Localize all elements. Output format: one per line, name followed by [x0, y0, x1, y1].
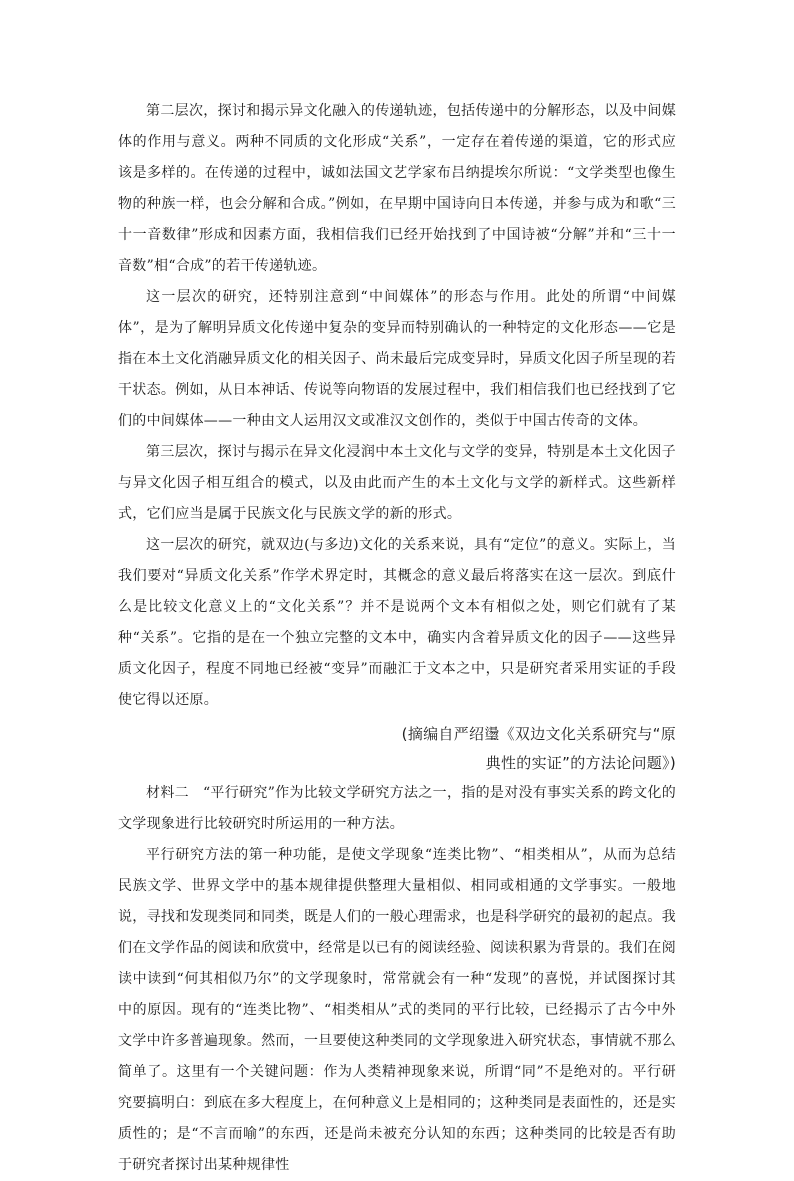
paragraph-layer-three: 第三层次，探讨与揭示在异文化浸润中本土文化与文学的变异，特别是本土文化因子与异文化因子相互组合的模式，以及由此而产生的本土文化与文学的新样式。这些新样式，它们应当是属于民族文化与民族文学的新的形式。: [118, 444, 676, 522]
document-body: [118, 96, 676, 1181]
material-two-first-text: “平行研究”作为比较文学研究方法之一，指的是对没有事实关系的跨文化的文学现象进行比较研究时所运用的一种方法。: [118, 785, 676, 832]
paragraph-layer-two: 第二层次，探讨和揭示异文化融入的传递轨迹，包括传递中的分解形态，以及中间媒体的作用与意义。两种不同质的文化形成“关系”，一定存在着传递的渠道，它的形式应该是多样的。在传递的过程中，诚如法国文艺学家布吕纳提埃尔所说：“文学类型也像生物的种族一样，也会分解和合成。”例如，在早期中国诗向日本传递，并参与成为和歌“三十一音数律”形成和因素方面，我相信我们已经开始找到了中国诗被“分解”并和“三十一音数”相“合成”的若干传递轨迹。: [118, 103, 676, 274]
material-two-label: 材料二: [146, 785, 189, 801]
source-line-2: 典性的实证”的方法论问题》): [485, 754, 676, 772]
source-citation: [118, 720, 676, 778]
material-two-paragraph: 平行研究方法的第一种功能，是使文学现象“连类比物”、“相类相从”，从而为总结民族文学、世界文学中的基本规律提供整理大量相似、相同或相通的文学事实。一般地说，寻找和发现类同和同类，既是人们的一般心理需求，也是科学研究的最初的起点。我们在文学作品的阅读和欣赏中，经常是以已有的阅读经验、阅读积累为背景的。我们在阅读中读到“何其相似乃尔”的文学现象时，常常就会有一种“发现”的喜悦，并试图探讨其中的原因。现有的“连类比物”、“相类相从”式的类同的平行比较，已经揭示了古今中外文学中许多普遍现象。然而，一旦要使这种类同的文学现象进入研究状态，事情就不那么简单了。这里有一个关键问题：作为人类精神现象来说，所谓“同”不是绝对的。平行研究要搞明白：到底在多大程度上，在何种意义上是相同的；这种类同是表面性的，还是实质性的；是“不言而喻”的东西，还是尚未被充分认知的东西；这种类同的比较是否有助于研究者探讨出某种规律性: [118, 847, 676, 1173]
source-line-1: (摘编自严绍璗《双边文化关系研究与“原: [401, 725, 676, 743]
material-two-intro: [118, 778, 676, 840]
paragraph-intermediate-media: 这一层次的研究，还特别注意到“中间媒体”的形态与作用。此处的所谓“中间媒体”，是为了解明异质文化传递中复杂的变异而特别确认的一种特定的文化形态——它是指在本土文化消融异质文化的相关因子、尚未最后完成变异时，异质文化因子所呈现的若干状态。例如，从日本神话、传说等向物语的发展过程中，我们相信我们也已经找到了它们的中间媒体——一种由文人运用汉文或准汉文创作的，类似于中国古传奇的文体。: [118, 289, 676, 429]
paragraph-positioning: 这一层次的研究，就双边(与多边)文化的关系来说，具有“定位”的意义。实际上，当我们要对“异质文化关系”作学术界定时，其概念的意义最后将落实在这一层次。到底什么是比较文化意义上的“文化关系”？并不是说两个文本有相似之处，则它们就有了某种“关系”。它指的是在一个独立完整的文本中，确实内含着异质文化的因子——这些异质文化因子，程度不同地已经被“变异”而融汇于文本之中，只是研究者采用实证的手段使它得以还原。: [118, 537, 676, 708]
